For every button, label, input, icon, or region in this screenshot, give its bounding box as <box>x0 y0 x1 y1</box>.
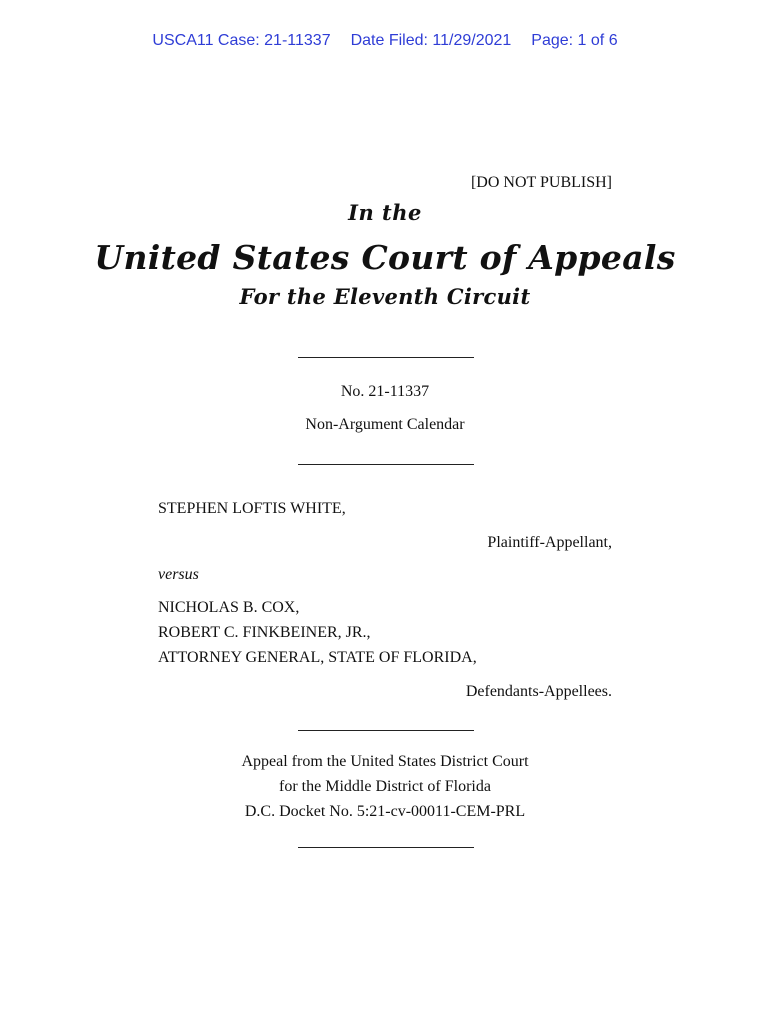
divider-rule <box>298 847 474 848</box>
court-in-the: In the <box>348 200 422 225</box>
court-name: United States Court of Appeals <box>94 238 676 277</box>
page-count-stamp: Page: 1 of 6 <box>531 32 618 49</box>
date-filed-stamp: Date Filed: 11/29/2021 <box>350 32 512 49</box>
divider-rule <box>298 464 474 465</box>
defendant-name: ROBERT C. FINKBEINER, JR., <box>158 624 371 641</box>
appeal-origin-line: Appeal from the United States District Court <box>241 753 529 770</box>
versus-label: versus <box>158 566 199 583</box>
plaintiff-name: STEPHEN LOFTIS WHITE, <box>158 500 346 517</box>
appeal-district-line: for the Middle District of Florida <box>279 778 491 795</box>
filing-header-stamp <box>0 32 770 50</box>
defendant-name: ATTORNEY GENERAL, STATE OF FLORIDA, <box>158 649 477 666</box>
divider-rule <box>298 357 474 358</box>
divider-rule <box>298 730 474 731</box>
plaintiff-role: Plaintiff-Appellant, <box>487 534 612 551</box>
case-number: No. 21-11337 <box>340 383 430 400</box>
docket-number: D.C. Docket No. 5:21-cv-00011-CEM-PRL <box>244 803 526 820</box>
case-number-stamp: USCA11 Case: 21-11337 <box>152 32 331 49</box>
calendar-type: Non-Argument Calendar <box>305 416 465 433</box>
defendants-role: Defendants-Appellees. <box>465 683 612 700</box>
circuit-name: For the Eleventh Circuit <box>239 284 531 309</box>
publish-note: [DO NOT PUBLISH] <box>470 174 612 191</box>
defendant-name: NICHOLAS B. COX, <box>158 599 300 616</box>
